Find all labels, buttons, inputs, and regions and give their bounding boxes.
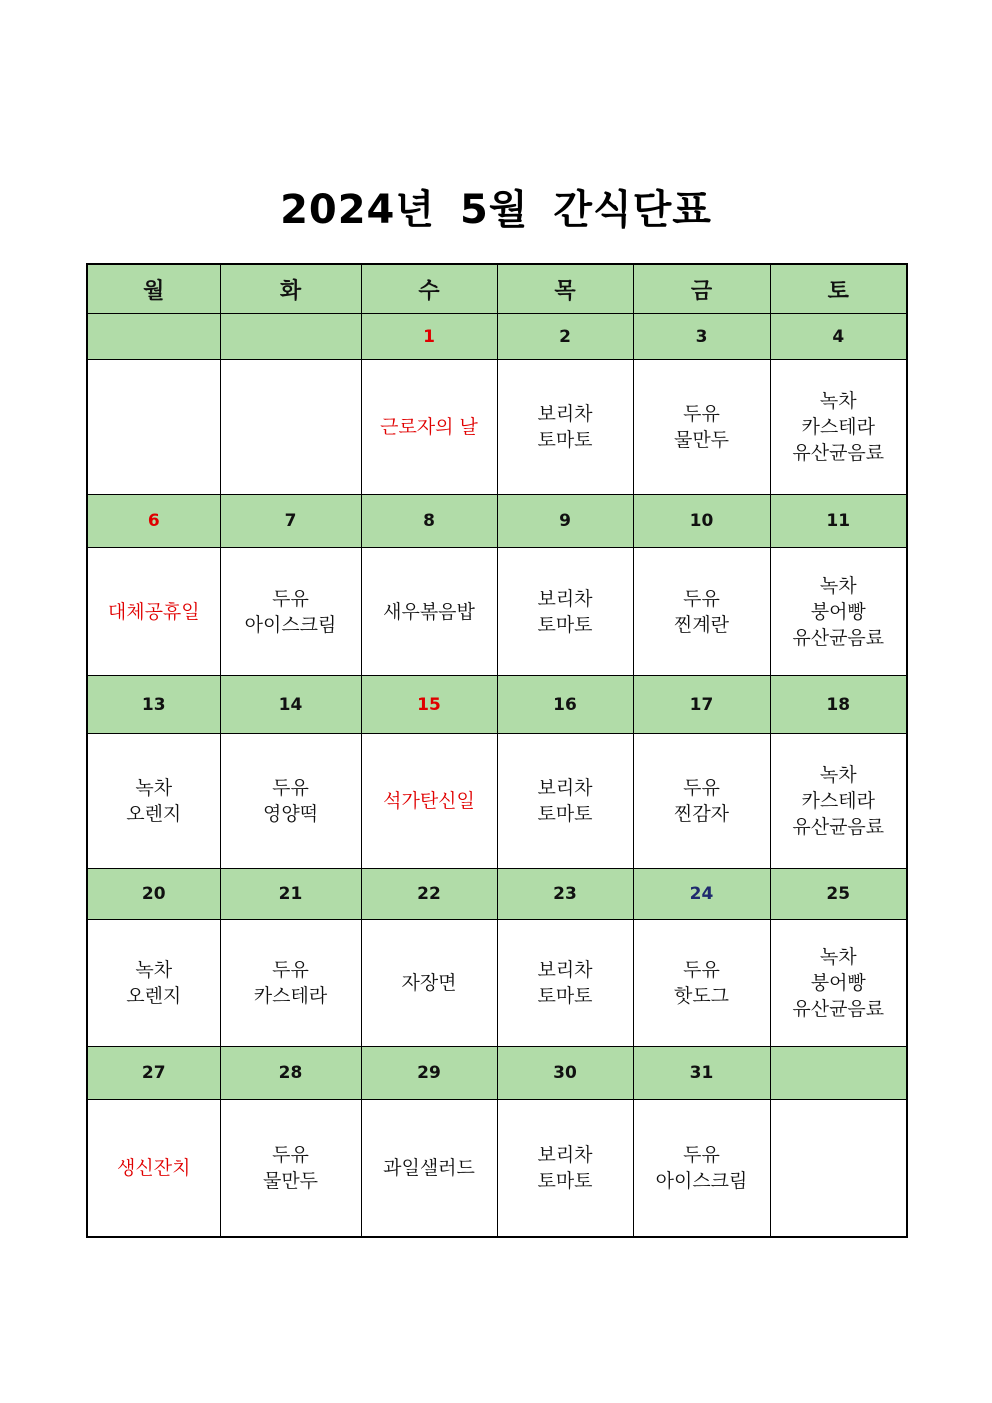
menu-item: 두유 <box>683 587 720 610</box>
menu-item: 붕어빵 <box>810 600 866 623</box>
menu-item: 토마토 <box>537 803 593 825</box>
menu-item: 아이스크림 <box>244 613 337 636</box>
menu-item: 유산균음료 <box>792 998 885 1020</box>
menu-item: 물만두 <box>262 1169 319 1192</box>
date-cell: 2 <box>497 314 633 360</box>
date-cell <box>770 1047 907 1100</box>
snack-menu-table <box>86 263 908 1238</box>
menu-cell <box>497 734 633 869</box>
menu-item: 생신잔치 <box>117 1156 191 1179</box>
date-row <box>87 495 907 548</box>
date-cell: 27 <box>87 1047 220 1100</box>
menu-item: 녹차 <box>135 777 173 799</box>
menu-cell <box>220 360 361 495</box>
menu-item: 대체공휴일 <box>107 600 200 623</box>
date-cell: 20 <box>87 869 220 920</box>
menu-cell <box>633 920 770 1047</box>
menu-item: 유산균음료 <box>792 626 885 649</box>
date-cell: 3 <box>633 314 770 360</box>
date-cell: 22 <box>361 869 497 920</box>
menu-cell <box>770 548 907 676</box>
menu-item: 유산균음료 <box>792 442 885 464</box>
date-cell: 9 <box>497 495 633 548</box>
date-cell: 17 <box>633 676 770 734</box>
menu-cell <box>87 548 220 676</box>
menu-cell <box>220 548 361 676</box>
menu-item: 찐계란 <box>673 613 730 636</box>
menu-row <box>87 1100 907 1237</box>
date-row <box>87 314 907 360</box>
menu-cell <box>361 360 497 495</box>
date-cell: 6 <box>87 495 220 548</box>
menu-item: 영양떡 <box>262 803 319 825</box>
menu-item: 두유 <box>272 1143 309 1166</box>
menu-cell <box>87 920 220 1047</box>
menu-item: 오렌지 <box>126 803 182 825</box>
menu-item: 토마토 <box>537 985 593 1007</box>
menu-cell <box>361 1100 497 1237</box>
menu-item: 두유 <box>683 403 720 425</box>
date-cell: 29 <box>361 1047 497 1100</box>
menu-cell <box>770 360 907 495</box>
date-cell <box>87 314 220 360</box>
menu-cell <box>497 1100 633 1237</box>
menu-item: 녹차 <box>819 946 857 968</box>
date-cell: 1 <box>361 314 497 360</box>
weeks-body <box>87 314 907 1237</box>
date-cell: 24 <box>633 869 770 920</box>
menu-item: 카스테라 <box>801 790 875 812</box>
date-cell: 14 <box>220 676 361 734</box>
page-title: 2024년 5월 간식단표 <box>280 187 712 233</box>
menu-item: 과일샐러드 <box>383 1156 475 1179</box>
menu-cell <box>633 548 770 676</box>
menu-item: 두유 <box>272 587 309 610</box>
menu-cell <box>220 734 361 869</box>
weekday-header-tue: 화 <box>220 264 361 314</box>
date-cell: 16 <box>497 676 633 734</box>
menu-item: 토마토 <box>537 613 593 636</box>
menu-item: 보리차 <box>537 1143 593 1166</box>
menu-cell <box>220 1100 361 1237</box>
menu-item: 보리차 <box>537 777 593 799</box>
weekday-header-wed: 수 <box>361 264 497 314</box>
menu-cell <box>770 920 907 1047</box>
menu-cell <box>220 920 361 1047</box>
menu-item: 두유 <box>683 1143 720 1166</box>
menu-item: 토마토 <box>537 1169 593 1192</box>
menu-cell <box>87 360 220 495</box>
menu-item: 유산균음료 <box>792 816 885 838</box>
menu-item: 토마토 <box>537 429 593 451</box>
menu-row <box>87 920 907 1047</box>
menu-cell <box>361 734 497 869</box>
date-cell <box>220 314 361 360</box>
menu-item: 녹차 <box>819 764 857 786</box>
date-cell: 8 <box>361 495 497 548</box>
date-cell: 23 <box>497 869 633 920</box>
menu-item: 석가탄신일 <box>383 790 475 812</box>
date-cell: 25 <box>770 869 907 920</box>
menu-item: 찐감자 <box>673 803 730 825</box>
menu-cell <box>633 360 770 495</box>
date-row <box>87 1047 907 1100</box>
menu-row <box>87 734 907 869</box>
weekday-header-fri: 금 <box>633 264 770 314</box>
weekday-header-row <box>87 264 907 314</box>
menu-cell <box>497 360 633 495</box>
date-cell: 13 <box>87 676 220 734</box>
menu-item: 물만두 <box>673 429 730 451</box>
date-row <box>87 676 907 734</box>
menu-item: 두유 <box>683 959 720 981</box>
menu-row <box>87 360 907 495</box>
menu-item: 녹차 <box>819 390 857 412</box>
menu-cell <box>361 548 497 676</box>
menu-cell <box>87 1100 220 1237</box>
menu-cell <box>361 920 497 1047</box>
weekday-header-mon: 월 <box>87 264 220 314</box>
menu-item: 두유 <box>272 777 309 799</box>
date-cell: 7 <box>220 495 361 548</box>
date-cell: 30 <box>497 1047 633 1100</box>
menu-cell <box>633 734 770 869</box>
menu-item: 보리차 <box>537 403 593 425</box>
date-cell: 31 <box>633 1047 770 1100</box>
menu-item: 보리차 <box>537 959 593 981</box>
menu-item: 근로자의 날 <box>380 416 478 438</box>
menu-item: 보리차 <box>537 587 593 610</box>
date-cell: 10 <box>633 495 770 548</box>
menu-cell <box>633 1100 770 1237</box>
menu-item: 붕어빵 <box>810 972 866 994</box>
menu-item: 카스테라 <box>253 985 328 1007</box>
menu-cell <box>770 734 907 869</box>
menu-row <box>87 548 907 676</box>
date-cell: 15 <box>361 676 497 734</box>
menu-item: 녹차 <box>819 574 857 597</box>
weekday-header-sat: 토 <box>770 264 907 314</box>
date-cell: 28 <box>220 1047 361 1100</box>
date-cell: 4 <box>770 314 907 360</box>
date-cell: 21 <box>220 869 361 920</box>
menu-item: 카스테라 <box>801 416 875 438</box>
menu-item: 두유 <box>683 777 720 799</box>
menu-item: 핫도그 <box>673 985 730 1007</box>
date-cell: 11 <box>770 495 907 548</box>
menu-item: 아이스크림 <box>655 1169 748 1192</box>
menu-item: 두유 <box>272 959 309 981</box>
menu-item: 새우볶음밥 <box>383 600 475 623</box>
menu-cell <box>497 920 633 1047</box>
date-cell: 18 <box>770 676 907 734</box>
menu-cell <box>770 1100 907 1237</box>
menu-item: 녹차 <box>135 959 173 981</box>
menu-item: 오렌지 <box>126 985 182 1007</box>
date-row <box>87 869 907 920</box>
menu-item: 자장면 <box>401 972 457 994</box>
menu-cell <box>497 548 633 676</box>
menu-cell <box>87 734 220 869</box>
weekday-header-thu: 목 <box>497 264 633 314</box>
